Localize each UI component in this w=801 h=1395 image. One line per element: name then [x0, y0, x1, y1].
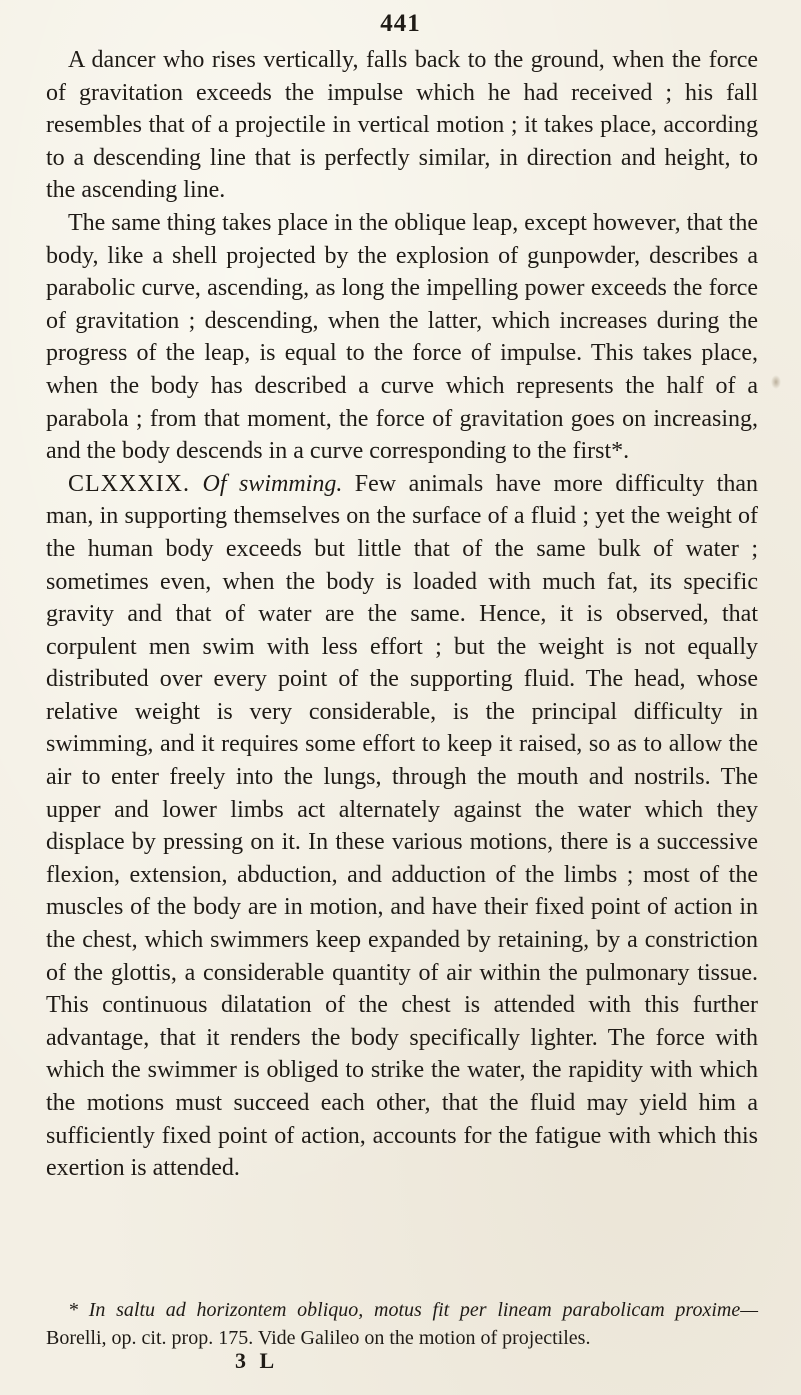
printer-signature: 3 L: [235, 1348, 279, 1373]
footnote: [46, 1296, 758, 1352]
section-number: CLXXXIX.: [68, 470, 190, 497]
paragraph-dancer: A dancer who rises vertically, falls back to the ground, when the force of gravitation exceeds the impulse which he had received ; his fall resembles that of a projectile in vertical motion ; it takes place, according to a descending line that is perfectly similar, in direction and height, to the ascending line.: [46, 47, 758, 204]
paragraph-oblique-leap: The same thing takes place in the oblique leap, except however, that the body, like a shell projected by the explosion of gunpowder, describes a parabolic curve, ascending, as long the impelling power exceeds the force of gravitation ; descending, when the latter, which increases during the progress of the leap, is equal to the force of impulse. This takes place, when the body has described a curve which represents the half of a parabola ; from that moment, the force of gravitation goes on increasing, and the body descends in a curve corresponding to the first*.: [46, 209, 758, 465]
paragraph-swimming: [46, 468, 758, 1185]
section-title: Of swimming.: [202, 470, 343, 497]
paper-speck: [771, 375, 781, 389]
body-text: [46, 44, 758, 1185]
section-text: Few animals have more difficulty than man, in supporting themselves on the surface of a fluid ; yet the weight of the human body exceeds but little that of the same bulk of water ; sometimes even, when the body is loaded with much fat, its specific gravity and that of water are the same. Hence, it is observed, that corpulent men swim with less effort ; but the weight is not equally distributed over every point of the supporting fluid. The head, whose relative weight is very considerable, is the principal difficulty in swimming, and it requires some effort to keep it raised, so as to allow the air to enter freely into the lungs, through the mouth and nostrils. The upper and lower limbs act alternately against the water which they displace by pressing on it. In these various motions, there is a successive flexion, extension, abduction, and adduction of the limbs ; most of the muscles of the body are in motion, and have their fixed point of action in the chest, which swimmers keep expanded by retaining, by a constriction of the glottis, a considerable quantity of air within the pulmonary tissue. This continuous dilatation of the chest is attended with this further advantage, that it renders the body specifically lighter. The force with which the swimmer is obliged to strike the water, the rapidity with which the motions must succeed each other, that the fluid may yield him a sufficiently fixed point of action, accounts for the fatigue with which this exertion is attended.: [46, 470, 758, 1182]
footnote-reference: Borelli, op. cit. prop. 175. Vide Galileo on the motion of projectiles.: [46, 1327, 591, 1349]
footnote-latin: * In saltu ad horizontem obliquo, motus fit per lineam parabolicam proxime—: [68, 1299, 758, 1321]
page-number: 441: [380, 10, 421, 37]
